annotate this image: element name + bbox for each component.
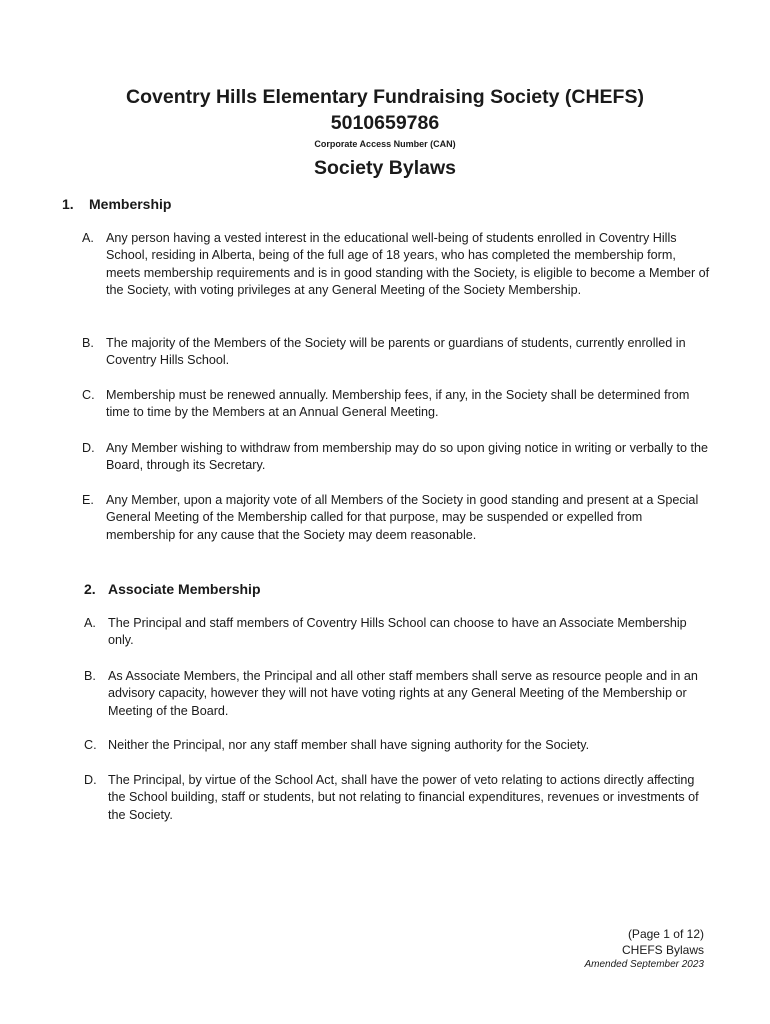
- list-item: [82, 492, 712, 544]
- page-number: (Page 1 of 12): [627, 927, 704, 941]
- item-text: Any person having a vested interest in the educational well-being of students enrolled in Coventry Hills School, residing in Alberta, being of the full age of 18 years, who has completed the membership form, meets membership requirements and is in good standing with the Society, is eligible to become a Member of the Society, with voting privileges at any General Meeting of the Society Membership.: [106, 231, 710, 298]
- item-letter: C.: [84, 738, 97, 752]
- list-item: [84, 772, 712, 824]
- item-letter: B.: [84, 669, 96, 683]
- item-text: The Principal, by virtue of the School Act, shall have the power of veto relating to actions directly affecting the School building, staff or students, but not relating to financial expenditures, revenues or investments of the Society.: [108, 773, 699, 822]
- item-text: Any Member, upon a majority vote of all Members of the Society in good standing and present at a Special General Meeting of the Membership called for that purpose, may be suspended or expelled from membership for any cause that the Society may deem reasonable.: [106, 493, 699, 542]
- item-letter: D.: [84, 773, 97, 787]
- item-letter: A.: [82, 231, 94, 245]
- can-label: Corporate Access Number (CAN): [314, 139, 456, 149]
- item-letter: E.: [82, 493, 94, 507]
- list-item: [82, 230, 712, 300]
- page-footer: [584, 926, 704, 972]
- item-text: Any Member wishing to withdraw from membership may do so upon giving notice in writing or verbally to the Board, through its Secretary.: [106, 441, 708, 473]
- list-item: [84, 737, 712, 754]
- list-item: [84, 668, 712, 720]
- list-item: [82, 440, 712, 475]
- list-item: [84, 615, 712, 650]
- section-heading-membership: [62, 195, 171, 213]
- amended-date: Amended September 2023: [584, 959, 704, 970]
- section-title: Associate Membership: [108, 581, 261, 597]
- item-text: The Principal and staff members of Coventry Hills School can choose to have an Associate Membership only.: [108, 616, 687, 648]
- society-title: Coventry Hills Elementary Fundraising Society (CHEFS): [126, 86, 644, 108]
- footer-doc-name: CHEFS Bylaws: [621, 943, 704, 957]
- list-item: [82, 335, 712, 370]
- document-title: Society Bylaws: [314, 157, 456, 179]
- item-letter: B.: [82, 336, 94, 350]
- item-text: The majority of the Members of the Society will be parents or guardians of students, currently enrolled in Coventry Hills School.: [106, 336, 686, 368]
- document-header: [0, 84, 770, 181]
- section-number: 1.: [62, 196, 74, 212]
- section-title: Membership: [89, 196, 172, 212]
- item-text: Neither the Principal, nor any staff member shall have signing authority for the Society.: [108, 738, 590, 752]
- item-letter: D.: [82, 441, 95, 455]
- list-item: [82, 387, 712, 422]
- section-heading-associate-membership: [84, 580, 261, 598]
- item-letter: A.: [84, 616, 96, 630]
- item-text: As Associate Members, the Principal and all other staff members shall serve as resource people and in an advisory capacity, however they will not have voting rights at any General Meeting of the Membership or Meeting of the Board.: [108, 669, 698, 718]
- section-number: 2.: [84, 581, 96, 597]
- item-text: Membership must be renewed annually. Membership fees, if any, in the Society shall be determined from time to time by the Members at an Annual General Meeting.: [106, 388, 690, 420]
- can-number: 5010659786: [330, 112, 440, 134]
- item-letter: C.: [82, 388, 95, 402]
